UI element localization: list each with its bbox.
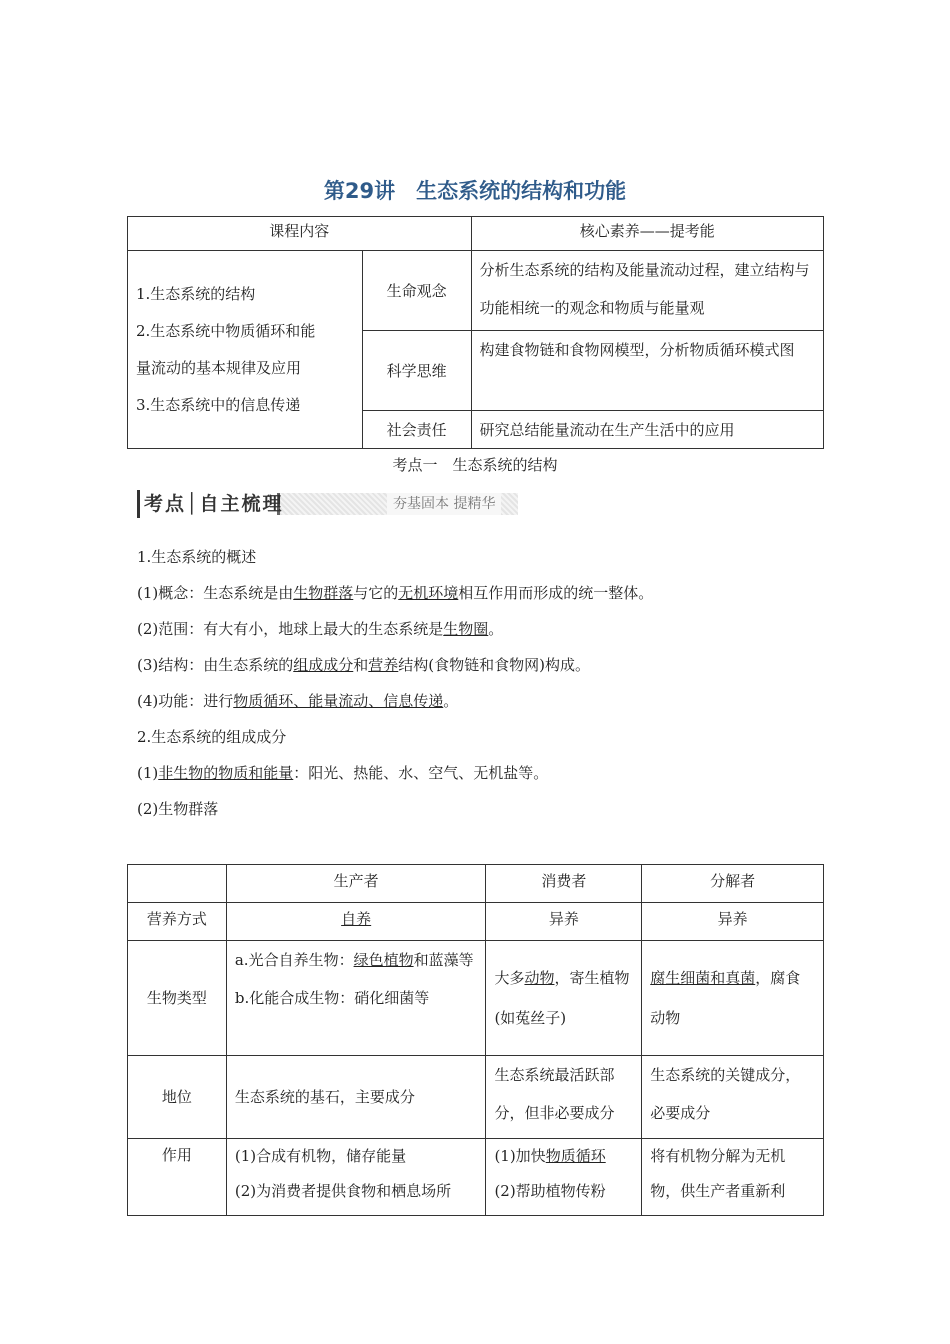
content-line: 1.生态系统的结构 [136, 284, 256, 303]
cell: 生态系统的关键成分，必要成分 [642, 1056, 824, 1139]
header-decomposer: 分解者 [642, 865, 824, 903]
paragraph: 2.生态系统的组成成分 [137, 728, 287, 746]
section-heading: 考点一 生态系统的结构 [392, 456, 558, 474]
header-core-literacy: 核心素养——提考能 [471, 217, 824, 251]
literacy-desc: 分析生态系统的结构及能量流动过程，建立结构与功能相统一的观念和物质与能量观 [471, 251, 824, 331]
content-line: 2.生态系统中物质循环和能 [136, 321, 316, 340]
paragraph: (4)功能：进行物质循环、能量流动、信息传递。 [137, 692, 459, 710]
header-consumer: 消费者 [486, 865, 642, 903]
content-line: 3.生态系统中的信息传递 [136, 395, 301, 414]
paragraph: (2)生物群落 [137, 800, 219, 818]
literacy-desc: 构建食物链和食物网模型，分析物质循环模式图 [471, 331, 824, 411]
literacy-name: 科学思维 [362, 331, 471, 411]
cell: 异养 [486, 903, 642, 941]
banner-subtitle: 夯基固本 提精华 [387, 493, 501, 515]
cell: 自养 [226, 903, 486, 941]
header-course-content: 课程内容 [128, 217, 472, 251]
literacy-desc: 研究总结能量流动在生产生活中的应用 [471, 411, 824, 449]
literacy-name: 生命观念 [362, 251, 471, 331]
cell: 生态系统最活跃部分，但非必要成分 [486, 1056, 642, 1139]
overview-table [127, 216, 824, 449]
cell: a.光合自养生物：绿色植物和蓝藻等 b.化能合成生物：硝化细菌等 [226, 941, 486, 1056]
cell: 异养 [642, 903, 824, 941]
row-label: 生物类型 [128, 941, 227, 1056]
paragraph: 1.生态系统的概述 [137, 548, 257, 566]
cell: 腐生细菌和真菌，腐食动物 [642, 941, 824, 1056]
paragraph: (3)结构：由生态系统的组成成分和营养结构(食物链和食物网)构成。 [137, 656, 591, 674]
cell: (1)加快物质循环 (2)帮助植物传粉 [486, 1139, 642, 1216]
paragraph: (1)非生物的物质和能量：阳光、热能、水、空气、无机盐等。 [137, 764, 549, 782]
cell: 生态系统的基石，主要成分 [226, 1056, 486, 1139]
cell: (1)合成有机物，储存能量 (2)为消费者提供食物和栖息场所 [226, 1139, 486, 1216]
header-producer: 生产者 [226, 865, 486, 903]
banner-label: 考点│自主梳理 [137, 490, 283, 518]
paragraph: (2)范围：有大有小，地球上最大的生态系统是生物圈。 [137, 620, 504, 638]
row-label: 营养方式 [128, 903, 227, 941]
components-table [127, 864, 824, 1216]
page-title: 第29讲 生态系统的结构和功能 [323, 179, 627, 203]
literacy-name: 社会责任 [362, 411, 471, 449]
course-content-cell [128, 251, 363, 449]
section-banner [137, 490, 517, 518]
row-label: 地位 [128, 1056, 227, 1139]
cell: 大多动物，寄生植物(如菟丝子) [486, 941, 642, 1056]
row-label: 作用 [128, 1139, 227, 1216]
content-line: 量流动的基本规律及应用 [136, 358, 302, 377]
cell: 将有机物分解为无机物，供生产者重新利 [642, 1139, 824, 1216]
paragraph: (1)概念：生态系统是由生物群落与它的无机环境相互作用而形成的统一整体。 [137, 584, 654, 602]
corner-cell [128, 865, 227, 903]
